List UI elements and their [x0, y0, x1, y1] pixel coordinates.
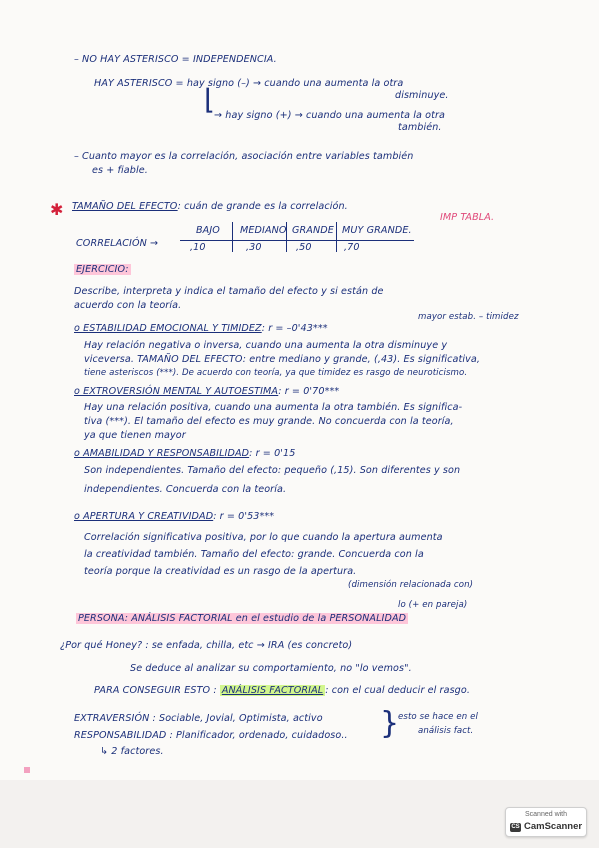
factorial-line: PARA CONSEGUIR ESTO : ANÁLISIS FACTORIAL : con el cual deducir el rasgo. — [94, 685, 470, 696]
note-line: – NO HAY ASTERISCO = INDEPENDENCIA. — [74, 54, 277, 65]
note-line: viceversa. TAMAÑO DEL EFECTO: entre mediano y grande, (,43). Es significativa, — [84, 354, 481, 365]
note-line: esto se hace en el — [398, 712, 479, 722]
note-line: Son independientes. Tamaño del efecto: pequeño (,15). Son diferentes y son — [84, 465, 461, 476]
note-line: acuerdo con la teoría. — [74, 300, 182, 311]
note-line: es + fiable. — [92, 165, 148, 176]
table-header-large: GRANDE — [292, 225, 334, 236]
note-line: – Cuanto mayor es la correlación, asociación entre variables también — [74, 151, 414, 162]
note-line: análisis fact. — [418, 726, 474, 736]
note-line: ¿Por qué Honey? : se enfada, chilla, etc → IRA (es concreto) — [60, 640, 353, 651]
note-line: EXTRAVERSIÓN : Sociable, Jovial, Optimista, activo — [74, 713, 323, 724]
note-line: también. — [398, 122, 442, 133]
note-line: → hay signo (+) → cuando una aumenta la otra — [214, 110, 446, 121]
note-line: teoría porque la creatividad es un rasgo de la apertura. — [84, 566, 357, 577]
item-heading: o AMABILIDAD Y RESPONSABILIDAD: r = 0'15 — [74, 448, 296, 459]
item-heading: o EXTROVERSIÓN MENTAL Y AUTOESTIMA: r = 0'70*** — [74, 386, 340, 397]
brace-mark: } — [380, 706, 400, 741]
note-line: (dimensión relacionada con) — [348, 580, 474, 590]
effect-size-heading: TAMAÑO DEL EFECTO: cuán de grande es la correlación. — [72, 201, 348, 212]
item-heading: o ESTABILIDAD EMOCIONAL Y TIMIDEZ: r = –0'43*** — [74, 323, 328, 334]
table-value: ,30 — [246, 242, 262, 253]
note-line: Correlación significativa positiva, por lo que cuando la apertura aumenta — [84, 532, 443, 543]
note-line: HAY ASTERISCO = hay signo (–) → cuando una aumenta la otra — [94, 78, 404, 89]
table-row-label: CORRELACIÓN → — [76, 238, 159, 249]
personality-heading: PERSONA: ANÁLISIS FACTORIAL en el estudio de la PERSONALIDAD — [78, 613, 407, 624]
note-line: tiene asteriscos (***). De acuerdo con teoría, ya que timidez es rasgo de neuroticismo. — [84, 368, 468, 378]
brace-mark: ⌊ — [204, 83, 215, 116]
note-line: disminuye. — [395, 90, 449, 101]
note-line: la creatividad también. Tamaño del efecto: grande. Concuerda con la — [84, 549, 424, 560]
note-line: Se deduce al analizar su comportamiento, no "lo vemos". — [130, 663, 412, 674]
pink-mark — [24, 767, 30, 773]
note-line: Describe, interpreta y indica el tamaño del efecto y si están de — [74, 286, 384, 297]
table-header-medium: MEDIANO — [240, 225, 287, 236]
note-line: Hay una relación positiva, cuando una aumenta la otra también. Es significa- — [84, 402, 463, 413]
camscanner-brand: CamScanner — [524, 821, 583, 832]
camscanner-logo-icon: CS — [511, 824, 520, 830]
note-line: independientes. Concuerda con la teoría. — [84, 484, 287, 495]
note-line: ↳ 2 factores. — [100, 746, 164, 757]
item-heading: o APERTURA Y CREATIVIDAD: r = 0'53*** — [74, 511, 275, 522]
note-line: RESPONSABILIDAD : Planificador, ordenado, cuidadoso.. — [74, 730, 348, 741]
note-line: Hay relación negativa o inversa, cuando una aumenta la otra disminuye y — [84, 340, 448, 351]
exercise-heading: EJERCICIO: — [76, 264, 129, 275]
table-value: ,50 — [296, 242, 312, 253]
note-line: tiva (***). El tamaño del efecto es muy grande. No concuerda con la teoría, — [84, 416, 454, 427]
table-value: ,10 — [190, 242, 206, 253]
table-header-very-large: MUY GRANDE. — [342, 225, 412, 236]
note-line: lo (+ en pareja) — [398, 600, 468, 610]
table-value: ,70 — [344, 242, 360, 253]
camscanner-badge — [505, 807, 587, 837]
table-header-low: BAJO — [196, 225, 220, 236]
important-note: IMP TABLA. — [440, 212, 495, 223]
note-line: ya que tienen mayor — [84, 430, 186, 441]
scanned-with-label: Scanned with — [524, 811, 568, 818]
side-note: mayor estab. – timidez — [418, 312, 519, 322]
red-asterisk-icon: ✱ — [50, 200, 64, 219]
